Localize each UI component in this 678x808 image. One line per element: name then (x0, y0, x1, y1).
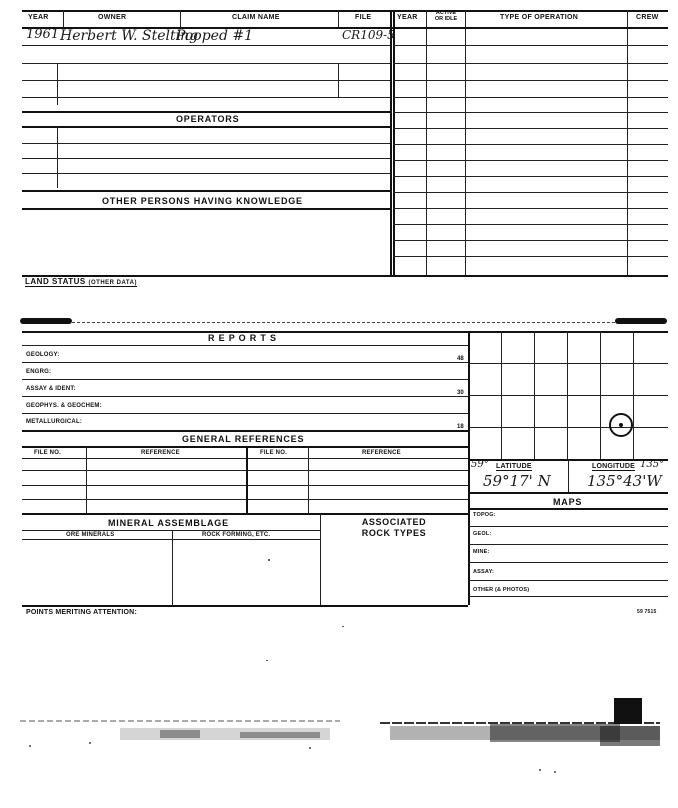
points-meriting-attention: POINTS MERITING ATTENTION: (26, 609, 137, 616)
maps-topog: TOPOG: (473, 512, 496, 518)
header-claim-name: CLAIM NAME (232, 14, 280, 21)
entry-year: 1961 (26, 27, 60, 42)
report-label-geology: GEOLOGY: (26, 352, 60, 358)
report-num-geology: 48 (457, 356, 464, 362)
report-label-engrg: ENGRG: (26, 369, 52, 375)
header-year-2: YEAR (397, 14, 418, 21)
entry-claim: Pooped #1 (176, 28, 254, 44)
genref-file-no-2: FILE NO. (260, 450, 287, 456)
rock-forming-header: ROCK FORMING, ETC. (202, 532, 271, 538)
land-status-note: (OTHER DATA) (88, 280, 137, 286)
scan-noise-bottom (0, 698, 678, 808)
genref-reference-2: REFERENCE (362, 450, 401, 456)
header-crew: CREW (636, 14, 659, 21)
reports-heading: R E P O R T S (208, 333, 277, 343)
longitude-prefix: 135° (640, 459, 665, 470)
fold-mark-right (615, 318, 667, 324)
entry-owner: Herbert W. Stelting (60, 28, 199, 44)
fold-line (72, 322, 615, 323)
longitude-value: 135°43'W (587, 472, 662, 490)
mineral-assemblage-heading: MINERAL ASSEMBLAGE (108, 518, 229, 528)
speck (342, 626, 344, 627)
genref-file-no-1: FILE NO. (34, 450, 61, 456)
land-status-label: LAND STATUS (25, 277, 86, 286)
header-file: FILE (355, 14, 372, 21)
general-references-heading: GENERAL REFERENCES (182, 434, 305, 444)
maps-assay: ASSAY: (473, 569, 495, 575)
latitude-label: LATITUDE (496, 463, 532, 470)
operators-heading: OPERATORS (176, 114, 240, 124)
associated-label: ASSOCIATED (361, 517, 427, 527)
header-active-or-idle (428, 10, 464, 22)
maps-mine: MINE: (473, 549, 490, 555)
land-status (25, 277, 137, 287)
header-active: ACTIVE (435, 10, 457, 16)
header-type-of-operation: TYPE OF OPERATION (500, 14, 579, 21)
form-number: 59 7515 (637, 609, 657, 615)
latitude-value: 59°17' N (483, 472, 551, 490)
report-num-assay: 30 (457, 390, 464, 396)
report-label-metallurgical: METALLURGICAL: (26, 419, 83, 425)
latitude-prefix: 59° (471, 459, 489, 470)
header-owner: OWNER (98, 14, 127, 21)
report-label-geophys: GEOPHYS. & GEOCHEM: (26, 403, 102, 409)
longitude-label: LONGITUDE (592, 463, 636, 470)
speck (268, 559, 270, 561)
ore-minerals-header: ORE MINERALS (66, 532, 115, 538)
associated-rock-types-heading (320, 517, 468, 539)
header-year: YEAR (28, 14, 49, 21)
location-marker-icon (609, 413, 633, 437)
entry-file: CR109-5 (342, 28, 395, 42)
maps-geol: GEOL: (473, 531, 492, 537)
maps-other: OTHER (& PHOTOS) (473, 587, 530, 593)
speck (266, 660, 268, 661)
maps-heading: MAPS (553, 497, 583, 507)
genref-reference-1: REFERENCE (141, 450, 180, 456)
rock-types-label: ROCK TYPES (361, 528, 427, 538)
fold-mark-left (20, 318, 72, 324)
report-label-assay: ASSAY & IDENT: (26, 386, 76, 392)
other-persons-heading: OTHER PERSONS HAVING KNOWLEDGE (102, 196, 303, 206)
header-idle: OR IDLE (434, 16, 458, 22)
report-num-metallurgical: 18 (457, 424, 464, 430)
